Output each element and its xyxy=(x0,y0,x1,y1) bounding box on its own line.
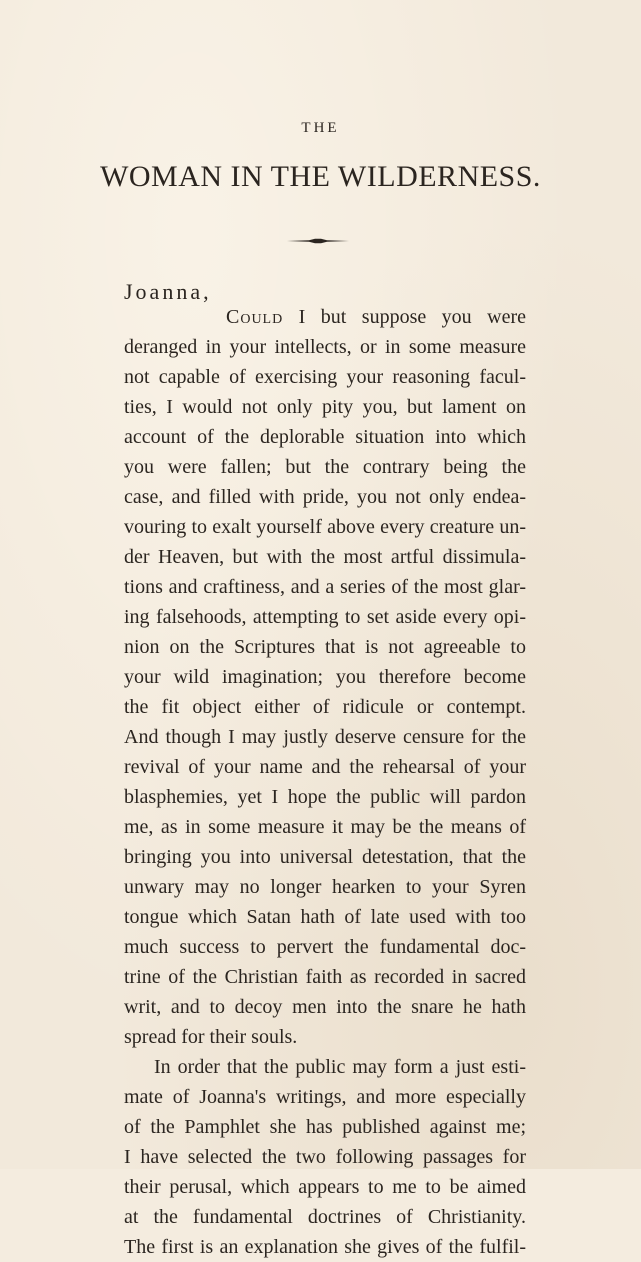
text-line: me, as in some measure it may be the means of xyxy=(124,816,526,838)
text-line: trine of the Christian faith as recorded in sacred xyxy=(124,966,526,988)
text-line: of the Pamphlet she has published against me; xyxy=(124,1116,526,1138)
text-line: at the fundamental doctrines of Christianity. xyxy=(124,1206,526,1228)
text-line: Could I but suppose you were xyxy=(226,306,526,328)
text-line: account of the deplorable situation into which xyxy=(124,426,526,448)
text-line: blasphemies, yet I hope the public will pardon xyxy=(124,786,526,808)
opening-word: Could xyxy=(226,306,284,328)
text-line: you were fallen; but the contrary being the xyxy=(124,456,526,478)
text-line: vouring to exalt yourself above every creature un- xyxy=(124,516,526,538)
text-line: the fit object either of ridicule or contempt. xyxy=(124,696,526,718)
text-line: The first is an explanation she gives of the fulfil- xyxy=(124,1236,526,1258)
text-line: their perusal, which appears to me to be aimed xyxy=(124,1176,526,1198)
text-line: ing falsehoods, attempting to set aside every opi- xyxy=(124,606,526,628)
text-line: I have selected the two following passages for xyxy=(124,1146,526,1168)
text-line: mate of Joanna's writings, and more especially xyxy=(124,1086,526,1108)
text-line: unwary may no longer hearken to your Syren xyxy=(124,876,526,898)
text-line: revival of your name and the rehearsal of your xyxy=(124,756,526,778)
text-line: case, and filled with pride, you not only endea- xyxy=(124,486,526,508)
ornamental-rule xyxy=(287,238,349,244)
text-line: And though I may justly deserve censure for the xyxy=(124,726,526,748)
text-line: tongue which Satan hath of late used with too xyxy=(124,906,526,928)
text-line: In order that the public may form a just esti- xyxy=(154,1056,526,1078)
text-line: writ, and to decoy men into the snare he hath xyxy=(124,996,526,1018)
text-line: not capable of exercising your reasoning facul- xyxy=(124,366,526,388)
text-line: bringing you into universal detestation, that the xyxy=(124,846,526,868)
addressee: Joanna, xyxy=(124,279,212,304)
text-line: your wild imagination; you therefore become xyxy=(124,666,526,688)
text-line: spread for their souls. xyxy=(124,1026,298,1048)
text-line: much success to pervert the fundamental doc- xyxy=(124,936,526,958)
page-title: WOMAN IN THE WILDERNESS. xyxy=(100,160,541,193)
running-header-the: THE xyxy=(301,120,340,136)
text-line: der Heaven, but with the most artful dissimula- xyxy=(124,546,526,568)
text-line: deranged in your intellects, or in some measure xyxy=(124,336,526,358)
text-line: nion on the Scriptures that is not agreeable to xyxy=(124,636,526,658)
text-line: tions and craftiness, and a series of the most glar- xyxy=(124,576,526,598)
text-line: ties, I would not only pity you, but lament on xyxy=(124,396,526,418)
